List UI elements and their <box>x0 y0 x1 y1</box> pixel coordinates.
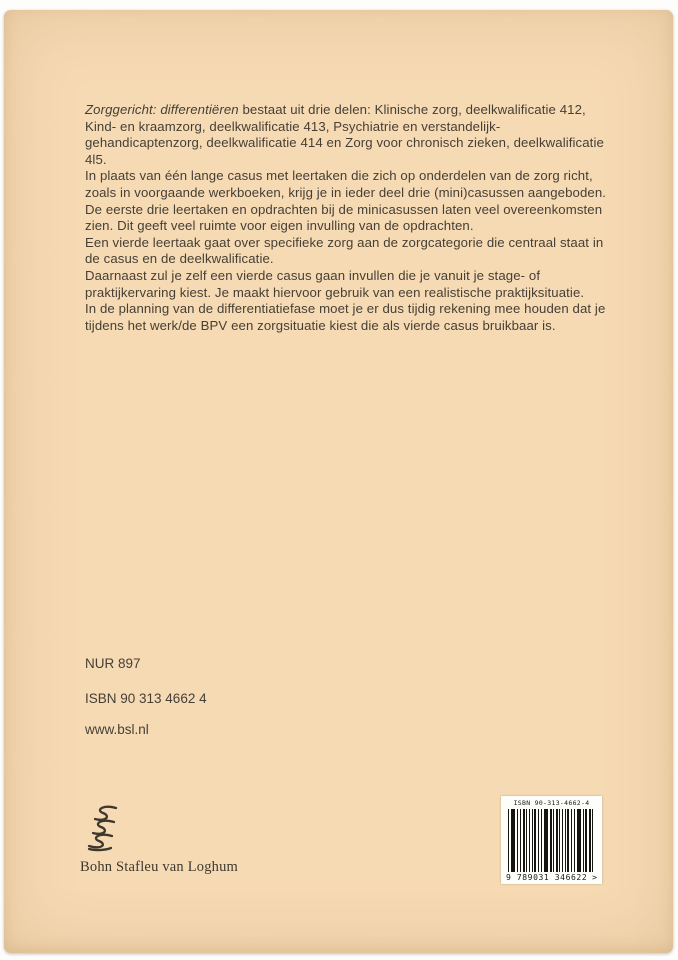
book-back-cover <box>4 10 673 953</box>
barcode-isbn-label: ISBN 90-313-4662-4 <box>513 799 590 807</box>
nur-code: NUR 897 <box>85 656 141 671</box>
blurb-paragraph-4: Daarnaast zul je zelf een vierde casus gaan invullen die je vanuit je stage- of praktijkervaring kiest. Je maakt hiervoor gebruik van een realistische praktijksituatie. <box>85 267 585 300</box>
blurb-paragraph-2: In plaats van één lange casus met leertaken die zich op onderdelen van de zorg richt, zoals in voorgaande werkboeken, krijg je in ieder deel drie (mini)casussen aangeboden. De eerste drie leertaken en opdrachten bij de minicasussen laten veel overeenkomsten zien. Dit geeft veel ruimte voor eigen invulling van de opdrachten. <box>85 168 607 234</box>
publisher-name: Bohn Stafleu van Loghum <box>80 859 239 875</box>
barcode-bars-icon <box>508 809 595 872</box>
bsl-triple-s-logo-icon <box>80 803 132 855</box>
barcode-arrow: > <box>592 873 597 882</box>
back-cover-blurb <box>85 102 615 334</box>
book-title-italic: Zorggericht: differentiëren <box>85 102 239 117</box>
blurb-paragraph-3: Een vierde leertaak gaat over specifieke zorg aan de zorgcategorie die centraal staat in de casus en de deelkwalificatie. <box>85 234 604 267</box>
blurb-paragraph-1 <box>85 102 615 168</box>
publisher-website: www.bsl.nl <box>85 722 149 737</box>
isbn-number: ISBN 90 313 4662 4 <box>85 691 207 706</box>
barcode-digits-row <box>506 873 597 882</box>
barcode <box>501 796 602 884</box>
barcode-ean-digits: 9 789031 346622 <box>506 873 588 882</box>
blurb-paragraph-1-text: bestaat uit drie delen: Klinische zorg, deelkwalificatie 412, Kind- en kraamzorg, deelkwalificatie 413, Psychiatrie en verstandelijk-gehandicaptenzorg, deelkwalificatie 414 en Zorg voor chronisch zieken, deelkwalificatie 4l5. <box>85 102 604 167</box>
blurb-paragraph-5: In de planning van de differentiatiefase moet je er dus tijdig rekening mee houden dat je tijdens het werk/de BPV een zorgsituatie kiest die als vierde casus bruikbaar is. <box>85 301 606 333</box>
